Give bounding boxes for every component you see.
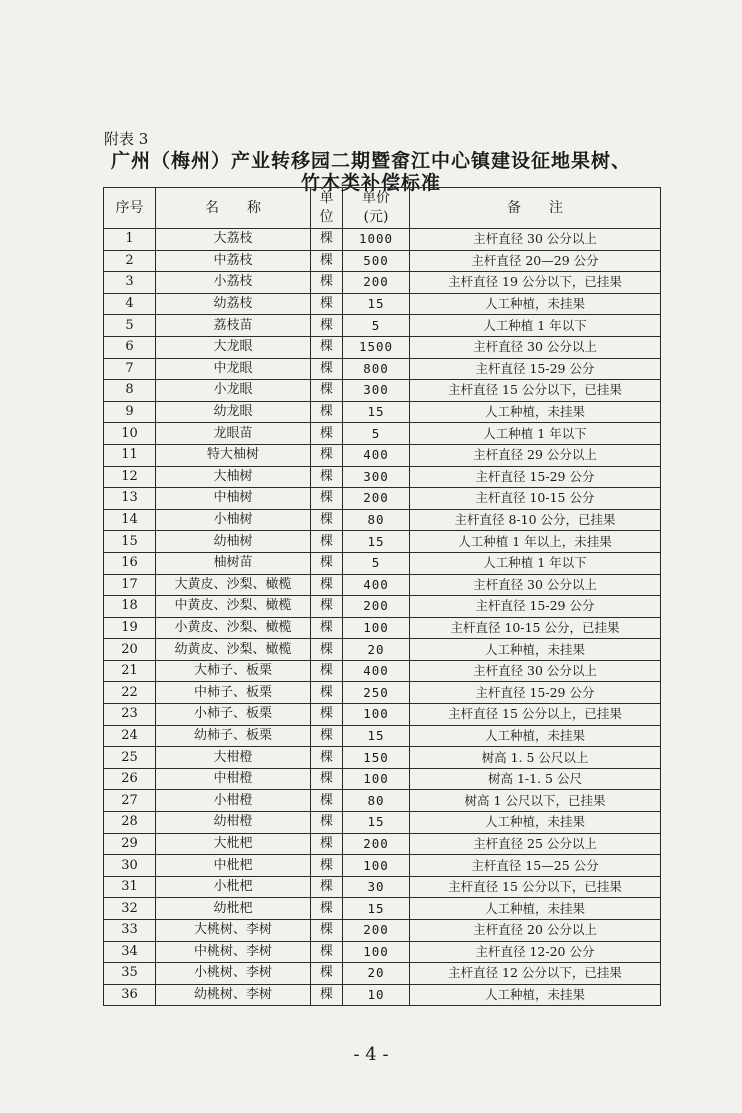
- cell-unit: 棵: [311, 682, 343, 704]
- cell-note: 人工种植 1 年以下: [410, 315, 661, 337]
- table-row: [104, 423, 661, 445]
- table-row: [104, 229, 661, 251]
- cell-unit: 棵: [311, 250, 343, 272]
- cell-price: 250: [343, 682, 410, 704]
- cell-seq: 7: [104, 358, 156, 380]
- cell-price: 5: [343, 315, 410, 337]
- table-row: [104, 531, 661, 553]
- cell-name: 小黄皮、沙梨、橄榄: [156, 617, 311, 639]
- cell-unit: 棵: [311, 639, 343, 661]
- table-row: [104, 596, 661, 618]
- cell-name: 幼桃树、李树: [156, 984, 311, 1006]
- cell-name: 大枇杷: [156, 833, 311, 855]
- cell-note: 人工种植，未挂果: [410, 639, 661, 661]
- cell-note: 主杆直径 30 公分以上: [410, 229, 661, 251]
- cell-unit: 棵: [311, 358, 343, 380]
- cell-seq: 31: [104, 876, 156, 898]
- cell-unit: 棵: [311, 488, 343, 510]
- cell-unit: 棵: [311, 401, 343, 423]
- cell-note: 人工种植，未挂果: [410, 401, 661, 423]
- cell-seq: 2: [104, 250, 156, 272]
- header-unit-bottom: 位: [319, 209, 334, 225]
- table-row: [104, 747, 661, 769]
- cell-seq: 32: [104, 898, 156, 920]
- cell-price: 500: [343, 250, 410, 272]
- cell-seq: 33: [104, 920, 156, 942]
- cell-price: 200: [343, 596, 410, 618]
- cell-unit: 棵: [311, 423, 343, 445]
- cell-seq: 3: [104, 272, 156, 294]
- cell-name: 柚树苗: [156, 552, 311, 574]
- header-unit: [311, 188, 343, 229]
- cell-price: 80: [343, 509, 410, 531]
- cell-unit: 棵: [311, 596, 343, 618]
- table-row: [104, 488, 661, 510]
- cell-name: 幼龙眼: [156, 401, 311, 423]
- cell-price: 15: [343, 531, 410, 553]
- cell-name: 大龙眼: [156, 336, 311, 358]
- cell-note: 主杆直径 15-29 公分: [410, 358, 661, 380]
- cell-seq: 28: [104, 812, 156, 834]
- cell-unit: 棵: [311, 725, 343, 747]
- cell-name: 小桃树、李树: [156, 963, 311, 985]
- cell-name: 中黄皮、沙梨、橄榄: [156, 596, 311, 618]
- cell-note: 主杆直径 10-15 公分: [410, 488, 661, 510]
- table-row: [104, 725, 661, 747]
- table-row: [104, 768, 661, 790]
- cell-name: 特大柚树: [156, 444, 311, 466]
- cell-unit: 棵: [311, 920, 343, 942]
- cell-price: 300: [343, 466, 410, 488]
- cell-name: 龙眼苗: [156, 423, 311, 445]
- table-body: [104, 229, 661, 1006]
- table-row: [104, 790, 661, 812]
- cell-price: 10: [343, 984, 410, 1006]
- cell-note: 人工种植 1 年以下: [410, 552, 661, 574]
- cell-unit: 棵: [311, 833, 343, 855]
- table-row: [104, 963, 661, 985]
- table-row: [104, 293, 661, 315]
- cell-seq: 18: [104, 596, 156, 618]
- cell-price: 200: [343, 833, 410, 855]
- cell-name: 中柿子、板栗: [156, 682, 311, 704]
- cell-price: 800: [343, 358, 410, 380]
- attachment-label: 附表 3: [104, 130, 149, 148]
- table-row: [104, 855, 661, 877]
- table-row: [104, 444, 661, 466]
- cell-note: 主杆直径 20 公分以上: [410, 920, 661, 942]
- table-row: [104, 639, 661, 661]
- cell-seq: 8: [104, 380, 156, 402]
- cell-note: 人工种植 1 年以上，未挂果: [410, 531, 661, 553]
- cell-price: 1000: [343, 229, 410, 251]
- cell-name: 中荔枝: [156, 250, 311, 272]
- cell-price: 15: [343, 898, 410, 920]
- header-note: 备 注: [410, 188, 661, 229]
- cell-price: 20: [343, 963, 410, 985]
- cell-name: 幼荔枝: [156, 293, 311, 315]
- header-price-bottom: (元): [363, 209, 389, 225]
- table-row: [104, 833, 661, 855]
- cell-note: 树高 1 公尺以下，已挂果: [410, 790, 661, 812]
- cell-unit: 棵: [311, 229, 343, 251]
- cell-note: 主杆直径 12 公分以下，已挂果: [410, 963, 661, 985]
- cell-note: 主杆直径 15 公分以下，已挂果: [410, 876, 661, 898]
- header-seq: 序号: [104, 188, 156, 229]
- cell-price: 100: [343, 855, 410, 877]
- cell-note: 主杆直径 15 公分以下，已挂果: [410, 380, 661, 402]
- cell-note: 主杆直径 15-29 公分: [410, 596, 661, 618]
- document-title-line2: 竹木类补偿标准: [300, 172, 441, 194]
- cell-price: 5: [343, 552, 410, 574]
- cell-note: 树高 1. 5 公尺以上: [410, 747, 661, 769]
- cell-seq: 13: [104, 488, 156, 510]
- cell-unit: 棵: [311, 574, 343, 596]
- table-row: [104, 358, 661, 380]
- cell-seq: 22: [104, 682, 156, 704]
- compensation-table: [103, 187, 661, 1006]
- cell-name: 小龙眼: [156, 380, 311, 402]
- cell-seq: 23: [104, 704, 156, 726]
- cell-note: 主杆直径 15-29 公分: [410, 682, 661, 704]
- cell-seq: 4: [104, 293, 156, 315]
- cell-unit: 棵: [311, 509, 343, 531]
- table-row: [104, 898, 661, 920]
- cell-price: 15: [343, 812, 410, 834]
- table-row: [104, 574, 661, 596]
- cell-note: 主杆直径 29 公分以上: [410, 444, 661, 466]
- table-row: [104, 509, 661, 531]
- cell-price: 15: [343, 401, 410, 423]
- cell-unit: 棵: [311, 855, 343, 877]
- cell-note: 主杆直径 15-29 公分: [410, 466, 661, 488]
- cell-price: 80: [343, 790, 410, 812]
- table-row: [104, 984, 661, 1006]
- cell-name: 小柚树: [156, 509, 311, 531]
- cell-unit: 棵: [311, 336, 343, 358]
- cell-price: 200: [343, 488, 410, 510]
- cell-unit: 棵: [311, 552, 343, 574]
- cell-price: 100: [343, 768, 410, 790]
- table-header-row: [104, 188, 661, 229]
- cell-unit: 棵: [311, 984, 343, 1006]
- cell-seq: 20: [104, 639, 156, 661]
- cell-price: 1500: [343, 336, 410, 358]
- table-row: [104, 336, 661, 358]
- cell-unit: 棵: [311, 790, 343, 812]
- cell-unit: 棵: [311, 272, 343, 294]
- cell-name: 大荔枝: [156, 229, 311, 251]
- table-row: [104, 660, 661, 682]
- cell-unit: 棵: [311, 444, 343, 466]
- cell-unit: 棵: [311, 704, 343, 726]
- cell-note: 人工种植，未挂果: [410, 725, 661, 747]
- cell-note: 主杆直径 19 公分以下，已挂果: [410, 272, 661, 294]
- cell-name: 小柑橙: [156, 790, 311, 812]
- cell-seq: 12: [104, 466, 156, 488]
- cell-note: 主杆直径 12-20 公分: [410, 941, 661, 963]
- cell-unit: 棵: [311, 768, 343, 790]
- cell-name: 中柑橙: [156, 768, 311, 790]
- cell-price: 100: [343, 617, 410, 639]
- cell-unit: 棵: [311, 617, 343, 639]
- cell-price: 300: [343, 380, 410, 402]
- cell-name: 中龙眼: [156, 358, 311, 380]
- cell-note: 主杆直径 20—29 公分: [410, 250, 661, 272]
- cell-note: 主杆直径 30 公分以上: [410, 336, 661, 358]
- document-title-line1: 广州（梅州）产业转移园二期暨畲江中心镇建设征地果树、: [110, 150, 631, 172]
- cell-price: 150: [343, 747, 410, 769]
- cell-seq: 21: [104, 660, 156, 682]
- cell-name: 幼枇杷: [156, 898, 311, 920]
- cell-unit: 棵: [311, 941, 343, 963]
- table-row: [104, 704, 661, 726]
- cell-name: 幼柿子、板栗: [156, 725, 311, 747]
- table-row: [104, 920, 661, 942]
- cell-unit: 棵: [311, 466, 343, 488]
- cell-seq: 25: [104, 747, 156, 769]
- cell-seq: 9: [104, 401, 156, 423]
- cell-seq: 10: [104, 423, 156, 445]
- cell-name: 小荔枝: [156, 272, 311, 294]
- cell-unit: 棵: [311, 812, 343, 834]
- cell-name: 小柿子、板栗: [156, 704, 311, 726]
- cell-seq: 34: [104, 941, 156, 963]
- cell-unit: 棵: [311, 315, 343, 337]
- cell-price: 400: [343, 444, 410, 466]
- table-row: [104, 941, 661, 963]
- header-price: [343, 188, 410, 229]
- cell-seq: 5: [104, 315, 156, 337]
- table-row: [104, 380, 661, 402]
- cell-name: 幼柚树: [156, 531, 311, 553]
- cell-price: 15: [343, 293, 410, 315]
- table-row: [104, 617, 661, 639]
- cell-note: 树高 1-1. 5 公尺: [410, 768, 661, 790]
- cell-seq: 19: [104, 617, 156, 639]
- cell-unit: 棵: [311, 747, 343, 769]
- cell-name: 大柑橙: [156, 747, 311, 769]
- cell-unit: 棵: [311, 963, 343, 985]
- cell-note: 主杆直径 30 公分以上: [410, 660, 661, 682]
- cell-seq: 29: [104, 833, 156, 855]
- cell-seq: 14: [104, 509, 156, 531]
- cell-note: 主杆直径 30 公分以上: [410, 574, 661, 596]
- cell-note: 人工种植 1 年以下: [410, 423, 661, 445]
- header-name: 名 称: [156, 188, 311, 229]
- cell-seq: 30: [104, 855, 156, 877]
- table-row: [104, 466, 661, 488]
- header-unit-top: 单: [319, 190, 334, 206]
- cell-price: 200: [343, 272, 410, 294]
- table-row: [104, 272, 661, 294]
- cell-price: 20: [343, 639, 410, 661]
- cell-price: 30: [343, 876, 410, 898]
- cell-unit: 棵: [311, 898, 343, 920]
- cell-note: 主杆直径 15 公分以上，已挂果: [410, 704, 661, 726]
- cell-seq: 17: [104, 574, 156, 596]
- cell-price: 15: [343, 725, 410, 747]
- cell-seq: 24: [104, 725, 156, 747]
- cell-name: 大黄皮、沙梨、橄榄: [156, 574, 311, 596]
- cell-price: 5: [343, 423, 410, 445]
- cell-seq: 11: [104, 444, 156, 466]
- table-row: [104, 812, 661, 834]
- cell-seq: 26: [104, 768, 156, 790]
- cell-seq: 36: [104, 984, 156, 1006]
- cell-price: 200: [343, 920, 410, 942]
- cell-note: 主杆直径 8-10 公分，已挂果: [410, 509, 661, 531]
- cell-note: 人工种植，未挂果: [410, 898, 661, 920]
- cell-seq: 16: [104, 552, 156, 574]
- table-row: [104, 250, 661, 272]
- cell-unit: 棵: [311, 531, 343, 553]
- cell-name: 幼黄皮、沙梨、橄榄: [156, 639, 311, 661]
- cell-name: 小枇杷: [156, 876, 311, 898]
- cell-price: 100: [343, 941, 410, 963]
- cell-unit: 棵: [311, 660, 343, 682]
- cell-seq: 1: [104, 229, 156, 251]
- cell-name: 中柚树: [156, 488, 311, 510]
- cell-price: 100: [343, 704, 410, 726]
- cell-note: 人工种植，未挂果: [410, 812, 661, 834]
- cell-seq: 27: [104, 790, 156, 812]
- table-row: [104, 315, 661, 337]
- cell-price: 400: [343, 660, 410, 682]
- table-row: [104, 876, 661, 898]
- cell-unit: 棵: [311, 293, 343, 315]
- cell-unit: 棵: [311, 380, 343, 402]
- cell-name: 大桃树、李树: [156, 920, 311, 942]
- cell-note: 主杆直径 10-15 公分，已挂果: [410, 617, 661, 639]
- cell-unit: 棵: [311, 876, 343, 898]
- cell-seq: 15: [104, 531, 156, 553]
- table-row: [104, 552, 661, 574]
- cell-name: 中枇杷: [156, 855, 311, 877]
- cell-name: 大柿子、板栗: [156, 660, 311, 682]
- cell-price: 400: [343, 574, 410, 596]
- cell-name: 大柚树: [156, 466, 311, 488]
- table-row: [104, 682, 661, 704]
- cell-name: 荔枝苗: [156, 315, 311, 337]
- header-price-top: 单价: [362, 190, 390, 206]
- cell-note: 人工种植，未挂果: [410, 984, 661, 1006]
- cell-name: 中桃树、李树: [156, 941, 311, 963]
- cell-note: 主杆直径 25 公分以上: [410, 833, 661, 855]
- page-number: - 4 -: [353, 1044, 389, 1065]
- cell-note: 主杆直径 15—25 公分: [410, 855, 661, 877]
- cell-name: 幼柑橙: [156, 812, 311, 834]
- cell-seq: 6: [104, 336, 156, 358]
- cell-note: 人工种植，未挂果: [410, 293, 661, 315]
- table-row: [104, 401, 661, 423]
- cell-seq: 35: [104, 963, 156, 985]
